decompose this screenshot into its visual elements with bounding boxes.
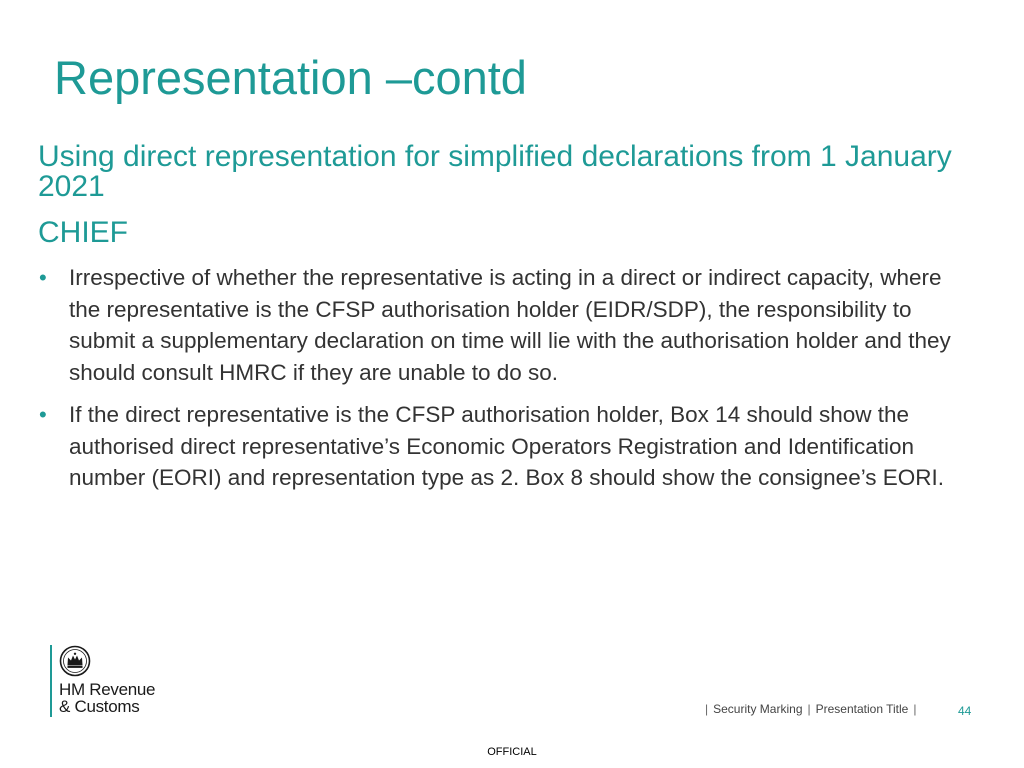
section-heading: CHIEF [38, 216, 128, 249]
bullet-dot-icon: • [39, 402, 47, 427]
bullet-list [38, 262, 968, 505]
security-marking: Security Marking [713, 702, 803, 716]
slide-subtitle: Using direct representation for simplified declarations from 1 January 2021 [38, 140, 952, 203]
logo-line-1: HM Revenue [59, 680, 156, 699]
logo-line-2: & Customs [59, 697, 140, 716]
classification-label: OFFICIAL [487, 746, 537, 758]
bullet-dot-icon: • [39, 265, 47, 290]
crown-crest-icon [59, 645, 91, 677]
presentation-title: Presentation Title [815, 702, 909, 716]
page-number: 44 [958, 704, 972, 718]
bullet-item [38, 399, 968, 494]
slide-title: Representation –contd [54, 51, 527, 104]
bullet-text: If the direct representative is the CFSP authorisation holder, Box 14 should show the authorised direct representative’s Economic Operators Registration and Identification number (EORI) and representation type as 2. Box 8 should show the consignee’s EORI. [69, 402, 945, 490]
footer-meta: | Security Marking | Presentation Title | [705, 702, 917, 716]
bullet-item [38, 262, 968, 388]
bullet-text: Irrespective of whether the representative is acting in a direct or indirect capacity, where the representative is the CFSP authorisation holder (EIDR/SDP), the responsibility to submit a supplementary declaration on time will lie with the authorisation holder and they should consult HMRC if they are unable to do so. [69, 265, 951, 385]
logo-text [59, 681, 155, 715]
hmrc-logo [50, 645, 155, 717]
